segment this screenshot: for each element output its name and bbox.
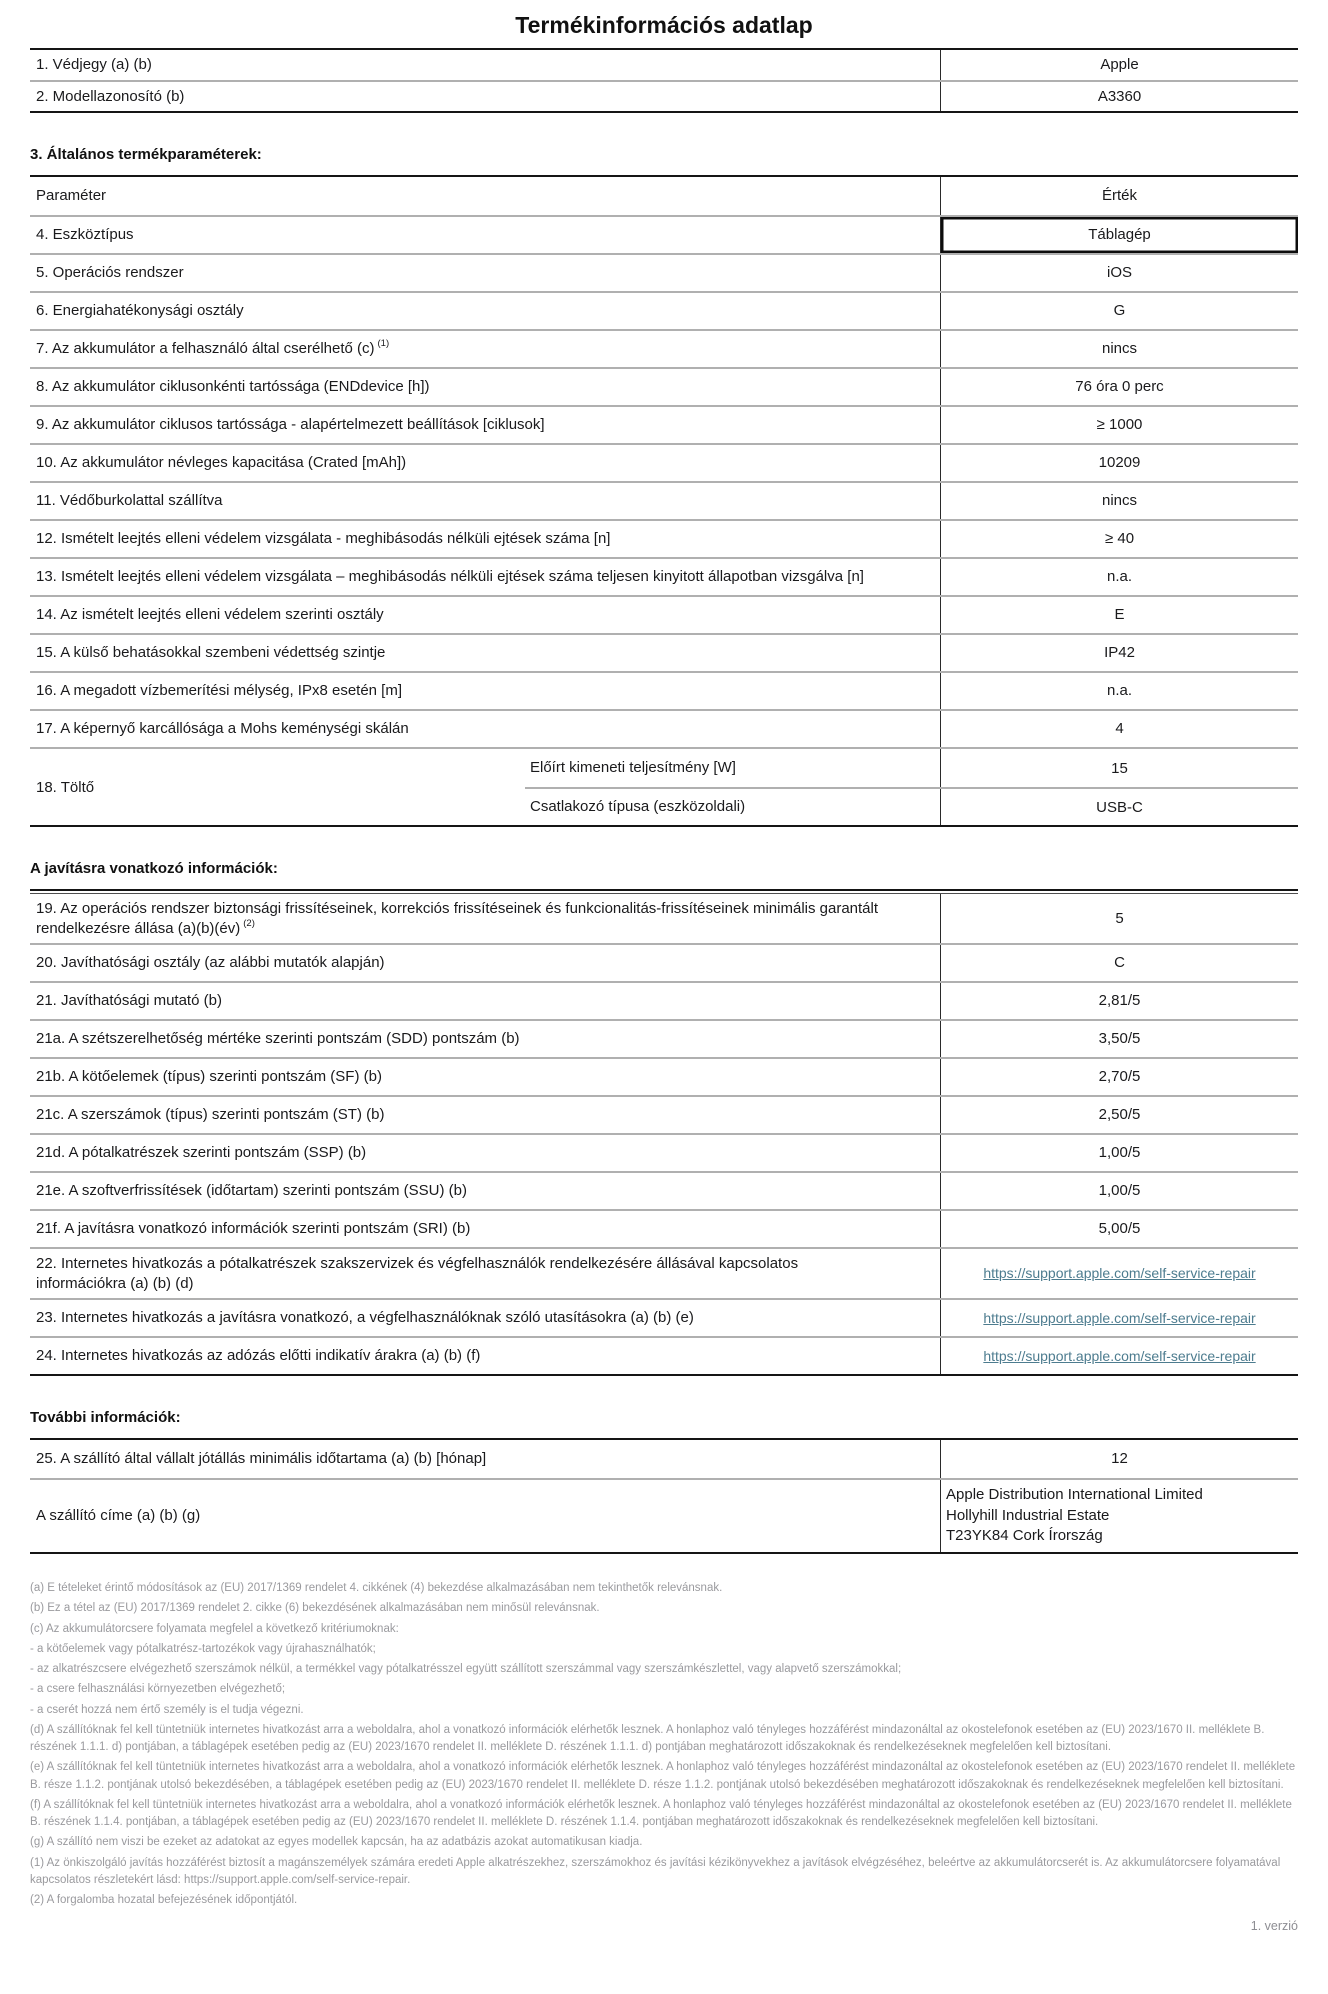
table-row [30,633,1298,671]
row-value: nincs [1101,492,1138,510]
row-value-cell [941,1300,1298,1336]
row-value: n.a. [1106,568,1133,586]
row-label: 21a. A szétszerelhetőség mértéke szerinti pontszám (SDD) pontszám (b) [36,1030,520,1048]
footnote: (c) Az akkumulátorcsere folyamata megfelel a következő kritériumoknak: [30,1622,399,1635]
row-value-cell [941,1097,1298,1133]
row-value-cell [941,1211,1298,1247]
row-value: A3360 [1097,87,1142,105]
footnote: - a cserét hozzá nem értő személy is el tudja végezni. [30,1703,304,1716]
row-label: 10. Az akkumulátor névleges kapacitása (Crated [mAh]) [36,454,407,472]
row-label: 5. Operációs rendszer [36,264,184,282]
row-label-cell [30,945,941,981]
row-value: 3,50/5 [1098,1030,1141,1048]
version-label: 1. verzió [1250,1919,1298,1934]
table-row [30,1057,1298,1095]
table-row-supplier-address [30,1478,1298,1552]
row-value: 4 [1115,720,1124,738]
self-service-repair-link[interactable]: https://support.apple.com/self-service-repair [983,1309,1256,1326]
row-label: 18. Töltő [36,778,95,796]
row-value: iOS [1106,264,1132,282]
row-label-cell [30,293,941,329]
row-label: 24. Internetes hivatkozás az adózás előtti indikatív árakra (a) (b) (f) [36,1347,481,1365]
row-value-cell [941,82,1298,112]
general-parameters-table [30,175,1298,827]
row-value-cell [941,293,1298,329]
row-label: 7. Az akkumulátor a felhasználó által cserélhető (c) $^{(1)}$ [36,338,390,358]
row-label-cell [30,1480,941,1552]
footnote-superscript: (1) [377,338,390,350]
row-label: 9. Az akkumulátor ciklusos tartóssága - alapértelmezett beállítások [ciklusok] [36,416,545,434]
row-value-cell [941,1021,1298,1057]
subrow-label-cell [525,749,941,787]
table-row [30,1171,1298,1209]
row-label-cell [30,894,941,943]
row-label: 21d. A pótalkatrészek szerinti pontszám (SSP) (b) [36,1144,367,1162]
row-label-cell [30,1338,941,1374]
row-value: n.a. [1106,682,1133,700]
row-value-cell [941,597,1298,633]
row-value: C [1114,954,1125,972]
table-row [30,1209,1298,1247]
row-label: 17. A képernyő karcállósága a Mohs keménységi skálán [36,720,409,738]
table-row [30,595,1298,633]
row-value-cell [941,521,1298,557]
footnote: (d) A szállítóknak fel kell tüntetniük internetes hivatkozást arra a weboldalra, ahol a vonatkozó információk elérhetők lesznek. A honlaphoz való tényleges hozzáférést mindazonáltal az okostelefonok esetében az (EU) 2023/1670 II. melléklete B. részének 1.1.1. d) pontjában, a táblagépek esetében pedig az (EU) 2023/1670 rendelet II. melléklete D. részének 1.1.1. d) pontjában meghatározott időszakoknak és rendelkezéseknek megfelelően kell biztosítani. [30,1723,1265,1754]
column-header-parameter [30,177,941,215]
table-row-spare-parts-link [30,1247,1298,1298]
charger-label-cell [30,749,525,825]
footnote: - a csere felhasználási környezetben elvégezhető; [30,1683,286,1696]
table-row-indicative-prices-link [30,1336,1298,1374]
row-label: 14. Az ismételt leejtés elleni védelem szerinti osztály [36,606,384,624]
charger-subrow [525,749,1298,787]
table-row [30,671,1298,709]
row-value-cell [941,1249,1298,1298]
row-label-cell [30,407,941,443]
row-label-cell [30,597,941,633]
column-header-label: Paraméter [36,187,107,205]
row-label: 22. Internetes hivatkozás a pótalkatrészek szakszervizek és végfelhasználók rendelkezésére állásával kapcsolatos információkra (a) (b) (d) [36,1255,799,1292]
row-value: 15 [1111,759,1128,777]
row-label: 21. Javíthatósági mutató (b) [36,992,222,1010]
row-value: USB-C [1096,798,1143,816]
row-label-cell [30,1135,941,1171]
subrow-label-cell [525,789,941,825]
row-value: 5 [1115,909,1124,927]
table-row [30,981,1298,1019]
table-row [30,481,1298,519]
row-label: 21b. A kötőelemek (típus) szerinti pontszám (SF) (b) [36,1068,382,1086]
row-label: 8. Az akkumulátor ciklusonkénti tartóssága (ENDdevice [h]) [36,378,430,396]
subrow-value-cell [941,749,1298,787]
row-label: 25. A szállító által vállalt jótállás minimális időtartama (a) (b) [hónap] [36,1450,487,1468]
row-value: 76 óra 0 perc [1075,378,1164,396]
table-row [30,329,1298,367]
self-service-repair-link[interactable]: https://support.apple.com/self-service-repair [983,1265,1256,1282]
supplier-address-line: Apple Distribution International Limited [946,1486,1203,1503]
row-label-cell [30,559,941,595]
row-label-cell [30,635,941,671]
footnote: (g) A szállító nem viszi be ezeket az adatokat az egyes modellek kapcsán, ha az adatbázis azokat automatikusan kiadja. [30,1836,643,1849]
footnote: (1) Az önkiszolgáló javítás hozzáférést biztosít a magánszemélyek számára eredeti Apple alkatrészekhez, szerszámokhoz és javítási kézikönyvekhez a javítások elvégzéséhez, beleértve az akkumulátorcserét is. Az akkumulátorcsere folyamatával kapcsolatos részletekért lásd: https://support.apple.com/self-service-repair. [30,1856,1281,1886]
identification-table [30,48,1298,113]
table-row [30,50,1298,80]
row-label: 23. Internetes hivatkozás a javításra vonatkozó, a végfelhasználóknak szóló utasításokra (a) (b) (e) [36,1309,694,1327]
row-label-cell [30,255,941,291]
row-label: 4. Eszköztípus [36,226,134,244]
product-information-sheet [0,12,1328,1943]
table-row [30,557,1298,595]
footnote: (2) A forgalomba hozatal befejezésének időpontjától. [30,1894,298,1907]
row-value-cell [941,445,1298,481]
row-label: 16. A megadott vízbemerítési mélység, IPx8 esetén [m] [36,682,403,700]
row-label-cell [30,1211,941,1247]
row-value: 2,50/5 [1098,1106,1141,1124]
table-row [30,367,1298,405]
row-value: 1,00/5 [1098,1182,1141,1200]
section-heading-general: 3. Általános termékparaméterek: [30,146,262,163]
row-label: 15. A külső behatásokkal szembeni védettség szintje [36,644,386,662]
column-header-value [941,177,1298,215]
row-value-cell [941,635,1298,671]
footnote: (a) E tételeket érintő módosítások az (EU) 2017/1369 rendelet 4. cikkének (4) bekezdése alkalmazásában nem tekinthetők relevánsnak. [30,1582,723,1595]
row-label-cell [30,1173,941,1209]
row-label: 11. Védőburkolattal szállítva [36,492,223,510]
table-row-device-type [30,215,1298,253]
page-title: Termékinformációs adatlap [515,12,813,38]
row-label: 21f. A javításra vonatkozó információk szerinti pontszám (SRI) (b) [36,1220,471,1238]
row-label: Előírt kimeneti teljesítmény [W] [530,759,736,777]
table-row-repair-instructions-link [30,1298,1298,1336]
row-label-cell [30,1059,941,1095]
row-value: ≥ 40 [1104,530,1135,548]
row-label-cell [30,50,941,80]
row-value-cell [941,945,1298,981]
footnote-superscript: (2) [243,917,255,929]
row-value-cell [941,331,1298,367]
repair-information-table [30,889,1298,1376]
row-label-cell [30,983,941,1019]
row-value-cell [941,407,1298,443]
row-label-cell [30,1021,941,1057]
row-value: Táblagép [1088,226,1151,244]
table-row [30,253,1298,291]
row-label: 2. Modellazonosító (b) [36,87,185,105]
row-value: ≥ 1000 [1096,416,1143,434]
row-label-cell [30,331,941,367]
row-label-cell [30,1249,941,1298]
row-value-cell [941,50,1298,80]
row-value: 1,00/5 [1098,1144,1141,1162]
charger-subtable [525,749,1298,825]
row-label-cell [30,1300,941,1336]
row-value: 2,70/5 [1098,1068,1141,1086]
footnote: (b) Ez a tétel az (EU) 2017/1369 rendelet 2. cikke (6) bekezdésének alkalmazásában nem minősül relevánsnak. [30,1602,600,1615]
row-label-cell [30,521,941,557]
row-value-cell [941,369,1298,405]
row-value-cell [941,1135,1298,1171]
column-header-label: Érték [1101,187,1137,205]
table-row [30,1095,1298,1133]
row-value: Apple [1100,56,1139,73]
table-row [30,943,1298,981]
row-label-cell [30,1440,941,1478]
row-label: 21e. A szoftverfrissítések (időtartam) szerinti pontszám (SSU) (b) [36,1182,467,1200]
row-label-cell [30,1097,941,1133]
row-value-cell [941,1338,1298,1374]
row-label: 21c. A szerszámok (típus) szerinti pontszám (ST) (b) [36,1106,385,1124]
footnotes [30,1580,1298,1909]
row-label: 1. Védjegy (a) (b) [36,56,152,73]
row-label: 6. Energiahatékonysági osztály [36,302,244,320]
row-value: 10209 [1098,454,1141,472]
row-label: 19. Az operációs rendszer biztonsági frissítéseinek, korrekciós frissítéseinek és funkcionalitás-frissítéseinek minimális garantált rendelkezésre állása (a)(b)(év) $^{(2)}$ [36,900,879,937]
row-value-cell [941,983,1298,1019]
row-label-cell [30,673,941,709]
footnote: - a kötőelemek vagy pótalkatrész-tartozékok vagy újrahasználhatók; [30,1642,376,1655]
charger-subrow [525,787,1298,825]
additional-information-table [30,1438,1298,1554]
row-value: nincs [1101,340,1138,358]
highlighted-value-cell [941,217,1298,253]
table-row [30,291,1298,329]
row-label-cell [30,217,941,253]
row-value-cell [941,673,1298,709]
row-label: 13. Ismételt leejtés elleni védelem vizsgálata – meghibásodás nélküli ejtések száma teljesen kinyitott állapotban vizsgálva [n] [36,568,864,586]
footnote: (f) A szállítóknak fel kell tüntetniük internetes hivatkozást arra a weboldalra, ahol a vonatkozó információk elérhetők lesznek. A honlaphoz való tényleges hozzáférést mindazonáltal az okostelefonok esetében az (EU) 2023/1670 rendelet II. melléklete B. részének 1.1.4. pontjában, a táblagépek esetében pedig az (EU) 2023/1670 rendelet II. melléklete D. részének 1.1.4. pontjában meghatározott időszakoknak és rendelkezéseknek megfelelően kell biztosítani. [30,1798,1292,1829]
table-header-row [30,177,1298,215]
row-value-cell [941,711,1298,747]
table-row [30,709,1298,747]
supplier-address-line: Hollyhill Industrial Estate [946,1506,1110,1524]
self-service-repair-link[interactable]: https://support.apple.com/self-service-repair [983,1347,1256,1364]
row-value: 5,00/5 [1098,1220,1141,1238]
row-value-cell [941,483,1298,519]
table-row-charger [30,747,1298,825]
table-row [30,80,1298,112]
footnote: (e) A szállítóknak fel kell tüntetniük internetes hivatkozást arra a weboldalra, ahol a vonatkozó információk elérhetők lesznek. A honlaphoz való tényleges hozzáférést mindazonáltal az okostelefonok esetében az (EU) 2023/1670 rendelet II. melléklete B. része 1.1.2. pontjának utolsó bekezdésében, a táblagépek esetében pedig az (EU) 2023/1670 rendelet II. melléklete D. része 1.1.2. pontjának utolsó bekezdésében meghatározott időszakoknak és rendelkezéseknek megfelelően kell biztosítani. [30,1761,1296,1791]
row-value: G [1113,302,1126,320]
supplier-address-cell [941,1480,1298,1552]
row-value-cell [941,1440,1298,1478]
row-value-cell [941,559,1298,595]
row-label: Csatlakozó típusa (eszközoldali) [530,798,746,816]
row-label-cell [30,445,941,481]
subrow-value-cell [941,789,1298,825]
supplier-address-line: T23YK84 Cork Írország [946,1527,1103,1545]
row-label: A szállító címe (a) (b) (g) [36,1507,201,1525]
section-heading-additional: További információk: [30,1409,181,1426]
section-heading-repair: A javításra vonatkozó információk: [30,860,278,877]
row-value: IP42 [1104,644,1135,662]
footnote: - az alkatrészcsere elvégezhető szerszámok nélkül, a termékkel vagy pótalkatrésszel együtt szállított szerszámmal vagy szerszámkészlettel, vagy alapvető szerszámokkal; [30,1663,902,1676]
table-row [30,893,1298,943]
table-row [30,405,1298,443]
table-row [30,443,1298,481]
row-label-cell [30,82,941,112]
row-label-cell [30,369,941,405]
row-label-cell [30,711,941,747]
row-value: 12 [1111,1450,1128,1468]
table-row [30,1133,1298,1171]
row-value-cell [941,1059,1298,1095]
table-row-warranty [30,1440,1298,1478]
row-value: E [1114,606,1125,624]
row-label: 12. Ismételt leejtés elleni védelem vizsgálata - meghibásodás nélküli ejtések száma [n] [36,530,611,548]
row-value-cell [941,1173,1298,1209]
table-row [30,1019,1298,1057]
row-value-cell [941,894,1298,943]
row-label: 20. Javíthatósági osztály (az alábbi mutatók alapján) [36,954,385,972]
table-row [30,519,1298,557]
row-value-cell [941,255,1298,291]
row-label-cell [30,483,941,519]
row-value: 2,81/5 [1098,992,1141,1010]
